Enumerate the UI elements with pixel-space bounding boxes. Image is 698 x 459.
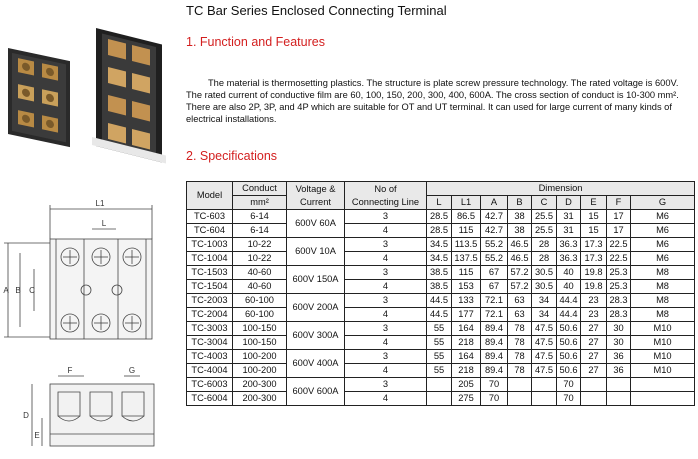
- cell-dim: 78: [508, 364, 532, 378]
- cell-dim: 44.4: [557, 308, 581, 322]
- specifications-body: [187, 210, 695, 406]
- cell-conduct: 100-150: [233, 322, 287, 336]
- label-E: E: [34, 431, 40, 440]
- table-row: [187, 238, 695, 252]
- header-dim: B: [508, 196, 532, 210]
- table-row: [187, 308, 695, 322]
- label-F: F: [67, 366, 73, 375]
- cell-dim: 72.1: [481, 294, 508, 308]
- cell-dim: [427, 378, 452, 392]
- cell-dim: M6: [631, 210, 695, 224]
- label-D: D: [23, 411, 29, 420]
- cell-dim: 34: [532, 294, 557, 308]
- header-voltage: Voltage & Current: [287, 182, 345, 210]
- cell-dim: 78: [508, 336, 532, 350]
- cell-dim: [631, 378, 695, 392]
- cell-dim: 70: [481, 378, 508, 392]
- cell-dim: 34.5: [427, 252, 452, 266]
- specifications-table: [186, 181, 695, 406]
- cell-dim: M10: [631, 364, 695, 378]
- cell-dim: [607, 378, 631, 392]
- cell-lines: 4: [345, 224, 427, 238]
- cell-voltage-current: 600V 10A: [287, 238, 345, 266]
- table-row: [187, 392, 695, 406]
- cell-dim: 25.3: [607, 266, 631, 280]
- cell-model: TC-1503: [187, 266, 233, 280]
- cell-dim: 34.5: [427, 238, 452, 252]
- cell-dim: 55: [427, 350, 452, 364]
- cell-model: TC-3003: [187, 322, 233, 336]
- cell-dim: 22.5: [607, 238, 631, 252]
- table-row: [187, 378, 695, 392]
- header-dim: D: [557, 196, 581, 210]
- cell-dim: 55: [427, 364, 452, 378]
- cell-model: TC-2003: [187, 294, 233, 308]
- cell-dim: [581, 392, 607, 406]
- cell-model: TC-4003: [187, 350, 233, 364]
- product-photo: [0, 20, 180, 180]
- cell-dim: M8: [631, 280, 695, 294]
- terminal-block-small: [8, 48, 70, 147]
- cell-conduct: 6-14: [233, 224, 287, 238]
- cell-dim: 46.5: [508, 252, 532, 266]
- label-C: C: [29, 286, 35, 295]
- header-dimension: Dimension: [427, 182, 695, 196]
- cell-dim: 46.5: [508, 238, 532, 252]
- cell-dim: 22.5: [607, 252, 631, 266]
- cell-lines: 3: [345, 378, 427, 392]
- cell-model: TC-4004: [187, 364, 233, 378]
- cell-lines: 4: [345, 308, 427, 322]
- cell-dim: 38.5: [427, 266, 452, 280]
- header-dim: C: [532, 196, 557, 210]
- cell-lines: 3: [345, 266, 427, 280]
- cell-model: TC-603: [187, 210, 233, 224]
- cell-dim: 17.3: [581, 252, 607, 266]
- specs-heading: 2. Specifications: [186, 149, 278, 163]
- cell-dim: 25.5: [532, 210, 557, 224]
- table-row: [187, 252, 695, 266]
- cell-lines: 4: [345, 392, 427, 406]
- cell-dim: 47.5: [532, 364, 557, 378]
- cell-lines: 4: [345, 252, 427, 266]
- cell-dim: 28.3: [607, 308, 631, 322]
- cell-dim: 27: [581, 364, 607, 378]
- cell-dim: 36.3: [557, 238, 581, 252]
- cell-dim: M10: [631, 350, 695, 364]
- table-row: [187, 350, 695, 364]
- cell-dim: 55.2: [481, 238, 508, 252]
- table-row: [187, 266, 695, 280]
- cell-dim: M6: [631, 224, 695, 238]
- cell-dim: 31: [557, 210, 581, 224]
- terminal-block-large: [92, 27, 166, 163]
- cell-lines: 3: [345, 350, 427, 364]
- cell-dim: 42.7: [481, 210, 508, 224]
- label-A: A: [3, 286, 9, 295]
- cell-dim: M10: [631, 322, 695, 336]
- cell-dim: 50.6: [557, 322, 581, 336]
- cell-dim: 133: [452, 294, 481, 308]
- cell-dim: 137.5: [452, 252, 481, 266]
- cell-conduct: 100-200: [233, 350, 287, 364]
- cell-dim: 63: [508, 294, 532, 308]
- cell-dim: 30: [607, 322, 631, 336]
- cell-lines: 3: [345, 238, 427, 252]
- cell-dim: 28: [532, 252, 557, 266]
- table-row: [187, 280, 695, 294]
- cell-dim: 19.8: [581, 280, 607, 294]
- cell-lines: 4: [345, 364, 427, 378]
- cell-conduct: 6-14: [233, 210, 287, 224]
- cell-dim: 205: [452, 378, 481, 392]
- cell-dim: 164: [452, 322, 481, 336]
- cell-dim: 86.5: [452, 210, 481, 224]
- cell-dim: M8: [631, 308, 695, 322]
- cell-conduct: 60-100: [233, 308, 287, 322]
- cell-dim: 17: [607, 224, 631, 238]
- label-L: L: [101, 219, 107, 228]
- cell-dim: 218: [452, 364, 481, 378]
- table-row: [187, 210, 695, 224]
- cell-model: TC-1504: [187, 280, 233, 294]
- cell-dim: 115: [452, 224, 481, 238]
- cell-dim: 89.4: [481, 322, 508, 336]
- cell-dim: M6: [631, 252, 695, 266]
- table-row: [187, 364, 695, 378]
- cell-dim: 23: [581, 294, 607, 308]
- cell-lines: 3: [345, 294, 427, 308]
- cell-dim: 17.3: [581, 238, 607, 252]
- label-L1: L1: [95, 199, 105, 208]
- table-row: [187, 224, 695, 238]
- cell-dim: 25.3: [607, 280, 631, 294]
- cell-dim: 44.5: [427, 294, 452, 308]
- cell-conduct: 200-300: [233, 392, 287, 406]
- cell-dim: 27: [581, 322, 607, 336]
- cell-dim: 19.8: [581, 266, 607, 280]
- header-dim: L1: [452, 196, 481, 210]
- cell-dim: [532, 378, 557, 392]
- cell-dim: 40: [557, 280, 581, 294]
- cell-dim: 70: [557, 378, 581, 392]
- cell-voltage-current: 600V 60A: [287, 210, 345, 238]
- cell-dim: 50.6: [557, 350, 581, 364]
- description-paragraph: [186, 77, 696, 125]
- cell-conduct: 10-22: [233, 238, 287, 252]
- cell-dim: [508, 392, 532, 406]
- cell-lines: 3: [345, 210, 427, 224]
- cell-conduct: 100-200: [233, 364, 287, 378]
- cell-dim: 47.5: [532, 350, 557, 364]
- cell-dim: 55: [427, 336, 452, 350]
- side-view-drawing: [0, 362, 180, 459]
- cell-dim: 15: [581, 210, 607, 224]
- cell-dim: 42.7: [481, 224, 508, 238]
- cell-dim: 27: [581, 350, 607, 364]
- cell-model: TC-6003: [187, 378, 233, 392]
- cell-dim: [581, 378, 607, 392]
- top-view-drawing: [0, 195, 180, 355]
- cell-dim: 40: [557, 266, 581, 280]
- cell-dim: 25.5: [532, 224, 557, 238]
- header-dim: F: [607, 196, 631, 210]
- cell-model: TC-604: [187, 224, 233, 238]
- cell-dim: 78: [508, 322, 532, 336]
- cell-dim: 70: [557, 392, 581, 406]
- cell-dim: 47.5: [532, 322, 557, 336]
- cell-voltage-current: 600V 400A: [287, 350, 345, 378]
- cell-dim: [508, 378, 532, 392]
- cell-dim: 38: [508, 224, 532, 238]
- cell-dim: [607, 392, 631, 406]
- cell-dim: 72.1: [481, 308, 508, 322]
- cell-lines: 3: [345, 322, 427, 336]
- cell-voltage-current: 600V 200A: [287, 294, 345, 322]
- cell-model: TC-3004: [187, 336, 233, 350]
- cell-dim: 36.3: [557, 252, 581, 266]
- cell-dim: [427, 392, 452, 406]
- cell-dim: 218: [452, 336, 481, 350]
- cell-dim: 36: [607, 364, 631, 378]
- cell-model: TC-2004: [187, 308, 233, 322]
- cell-lines: 4: [345, 336, 427, 350]
- cell-dim: 55.2: [481, 252, 508, 266]
- cell-dim: 30: [607, 336, 631, 350]
- table-row: [187, 294, 695, 308]
- cell-dim: 164: [452, 350, 481, 364]
- cell-dim: 50.6: [557, 336, 581, 350]
- cell-dim: 113.5: [452, 238, 481, 252]
- cell-dim: 36: [607, 350, 631, 364]
- cell-dim: 15: [581, 224, 607, 238]
- cell-dim: 50.6: [557, 364, 581, 378]
- cell-dim: 28: [532, 238, 557, 252]
- cell-conduct: 60-100: [233, 294, 287, 308]
- table-row: [187, 336, 695, 350]
- cell-dim: 57.2: [508, 266, 532, 280]
- cell-dim: M10: [631, 336, 695, 350]
- label-B: B: [15, 286, 21, 295]
- cell-model: TC-1003: [187, 238, 233, 252]
- header-dim: G: [631, 196, 695, 210]
- cell-dim: 23: [581, 308, 607, 322]
- header-conduct: Conduct: [233, 182, 287, 196]
- cell-dim: 275: [452, 392, 481, 406]
- cell-dim: 44.5: [427, 308, 452, 322]
- cell-dim: 27: [581, 336, 607, 350]
- cell-dim: 67: [481, 266, 508, 280]
- cell-dim: 38: [508, 210, 532, 224]
- label-G: G: [128, 366, 136, 375]
- cell-lines: 4: [345, 280, 427, 294]
- cell-dim: 57.2: [508, 280, 532, 294]
- header-conduct-unit: mm²: [233, 196, 287, 210]
- cell-dim: 47.5: [532, 336, 557, 350]
- cell-dim: 115: [452, 266, 481, 280]
- header-model: Model: [187, 182, 233, 210]
- cell-dim: 70: [481, 392, 508, 406]
- cell-dim: 63: [508, 308, 532, 322]
- cell-dim: 17: [607, 210, 631, 224]
- cell-dim: 89.4: [481, 336, 508, 350]
- cell-dim: [532, 392, 557, 406]
- cell-model: TC-1004: [187, 252, 233, 266]
- table-row: [187, 322, 695, 336]
- cell-dim: 30.5: [532, 280, 557, 294]
- cell-dim: 55: [427, 322, 452, 336]
- cell-dim: 30.5: [532, 266, 557, 280]
- cell-dim: 44.4: [557, 294, 581, 308]
- cell-dim: 28.5: [427, 224, 452, 238]
- header-dim: L: [427, 196, 452, 210]
- cell-dim: M8: [631, 266, 695, 280]
- cell-dim: 31: [557, 224, 581, 238]
- header-dim: A: [481, 196, 508, 210]
- cell-conduct: 200-300: [233, 378, 287, 392]
- cell-voltage-current: 600V 150A: [287, 266, 345, 294]
- cell-conduct: 100-150: [233, 336, 287, 350]
- cell-dim: 28.5: [427, 210, 452, 224]
- cell-conduct: 10-22: [233, 252, 287, 266]
- cell-dim: 177: [452, 308, 481, 322]
- cell-dim: M8: [631, 294, 695, 308]
- cell-conduct: 40-60: [233, 266, 287, 280]
- cell-dim: M6: [631, 238, 695, 252]
- cell-dim: 38.5: [427, 280, 452, 294]
- header-dim: E: [581, 196, 607, 210]
- cell-dim: 78: [508, 350, 532, 364]
- cell-dim: 28.3: [607, 294, 631, 308]
- description-text: The material is thermosetting plastics. The structure is plate screw pressure technology. The rated voltage is 600V. The rated current of conductive film are 60, 100, 150, 200, 300, 400, 600A. The cross section of conduct is 10-300 mm². There are also 2P, 3P, and 4P which are suitable for OT and UT terminal. It can used for large current of many kinds of electrical installations.: [186, 78, 679, 124]
- cell-dim: [631, 392, 695, 406]
- cell-dim: 67: [481, 280, 508, 294]
- page-title: TC Bar Series Enclosed Connecting Terminal: [186, 3, 447, 18]
- cell-dim: 89.4: [481, 350, 508, 364]
- cell-dim: 153: [452, 280, 481, 294]
- header-lines: No of Connecting Line: [345, 182, 427, 210]
- function-heading: 1. Function and Features: [186, 35, 325, 49]
- cell-voltage-current: 600V 600A: [287, 378, 345, 406]
- cell-voltage-current: 600V 300A: [287, 322, 345, 350]
- cell-conduct: 40-60: [233, 280, 287, 294]
- cell-dim: 89.4: [481, 364, 508, 378]
- cell-dim: 34: [532, 308, 557, 322]
- cell-model: TC-6004: [187, 392, 233, 406]
